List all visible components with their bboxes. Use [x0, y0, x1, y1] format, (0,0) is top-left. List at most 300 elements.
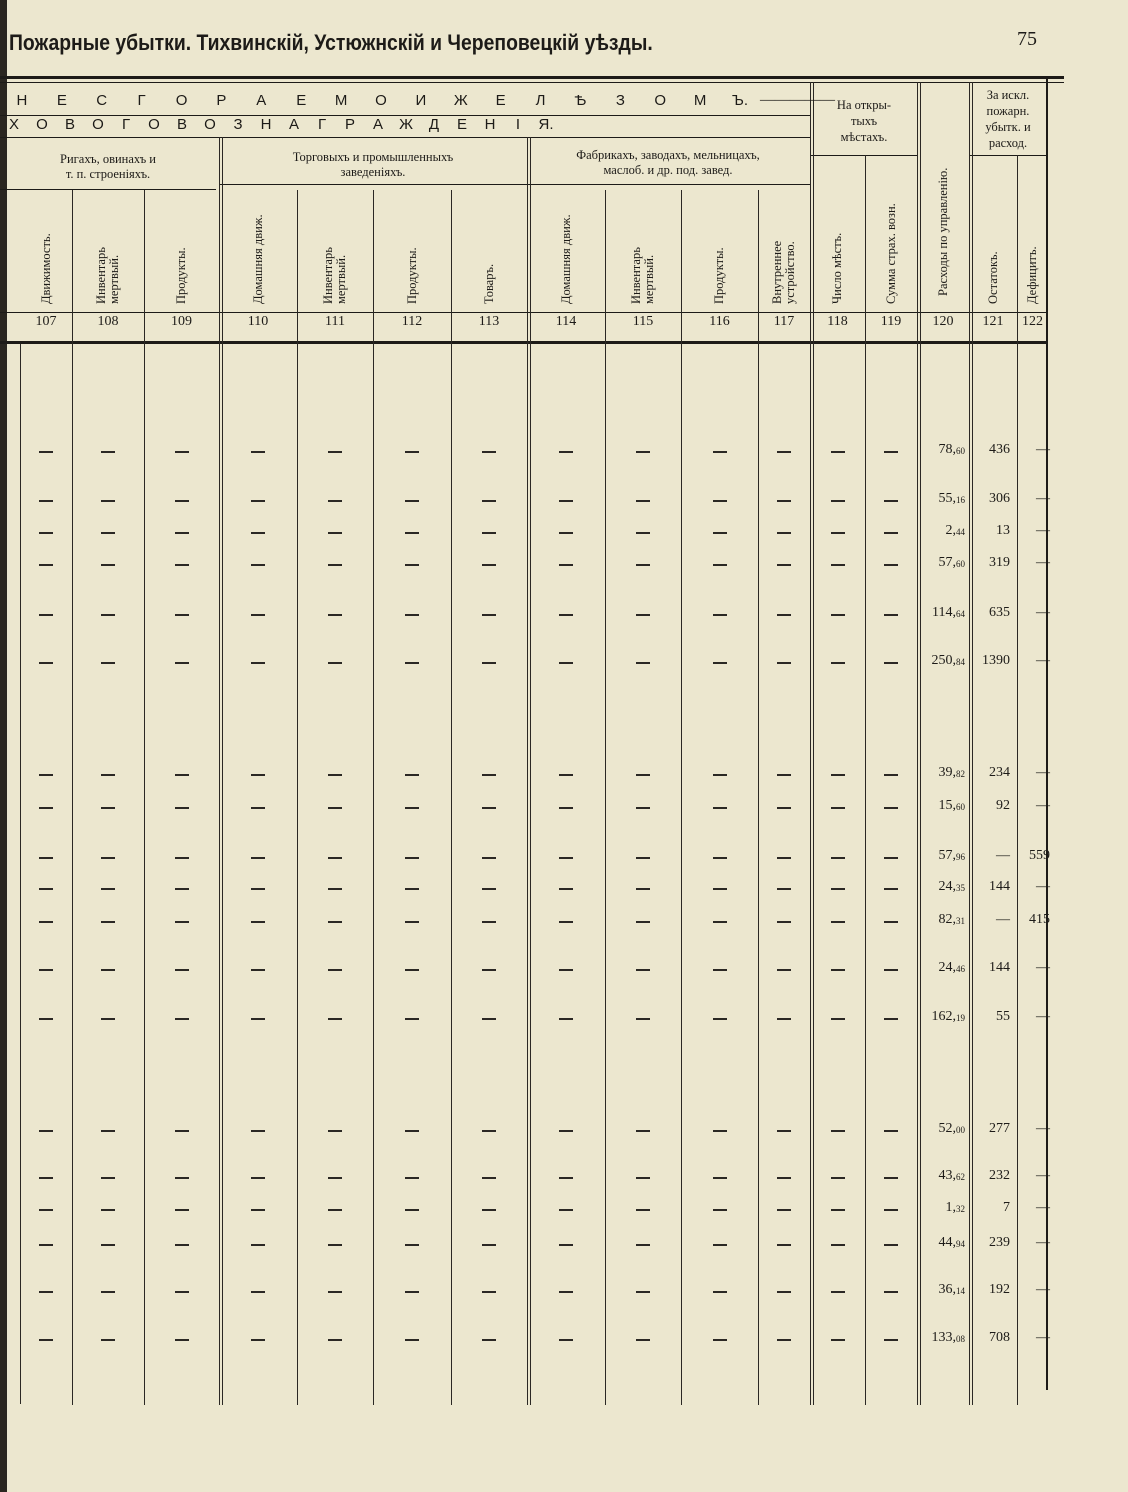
cell-rashody: [918, 1330, 965, 1346]
dash-mark: [101, 807, 115, 809]
dash-mark: [636, 774, 650, 776]
dash-mark: [559, 500, 573, 502]
cell-dash: [881, 1123, 901, 1139]
column-number: 112: [401, 314, 423, 329]
dash-mark: [39, 921, 53, 923]
cell-dash: [774, 444, 794, 460]
cell-dash: [36, 850, 56, 866]
dash-mark: [39, 888, 53, 890]
cell-rashody: [918, 848, 965, 864]
dash-mark: [559, 807, 573, 809]
banner-dash: —————: [760, 92, 835, 108]
cell-dash: [248, 881, 268, 897]
dash-mark: [636, 969, 650, 971]
dash-mark: [251, 500, 265, 502]
cell-deficit: —: [1036, 1168, 1050, 1183]
cell-dash: [248, 800, 268, 816]
rashody-whole: 133,: [931, 1330, 956, 1345]
cell-dash: [479, 655, 499, 671]
dash-mark: [559, 774, 573, 776]
dash-mark: [713, 564, 727, 566]
top-rule-thick: [0, 76, 1064, 79]
dash-mark: [482, 1130, 496, 1132]
dash-mark: [175, 500, 189, 502]
cell-dash: [828, 1123, 848, 1139]
dash-mark: [884, 1177, 898, 1179]
dash-mark: [884, 1244, 898, 1246]
cell-dash: [325, 557, 345, 573]
cell-dash: [402, 525, 422, 541]
dash-mark: [328, 1018, 342, 1020]
rashody-fraction: 60: [956, 446, 965, 456]
dash-mark: [777, 807, 791, 809]
dash-mark: [713, 1209, 727, 1211]
cell-dash: [479, 850, 499, 866]
cell-dash: [828, 444, 848, 460]
cell-ostatok: 708: [989, 1330, 1010, 1345]
dash-mark: [101, 1339, 115, 1341]
dash-mark: [884, 1291, 898, 1293]
banner-letter: С: [96, 92, 108, 109]
banner2-letter: Я.: [538, 116, 554, 133]
cell-dash: [402, 1284, 422, 1300]
dash-mark: [175, 614, 189, 616]
banner2-letter: В: [176, 116, 187, 133]
dash-mark: [884, 807, 898, 809]
cell-dash: [98, 850, 118, 866]
banner2-letter: Х: [8, 116, 19, 133]
column-label: [831, 233, 844, 304]
dash-mark: [713, 1130, 727, 1132]
column-rule: [20, 344, 21, 1404]
cell-dash: [98, 557, 118, 573]
dash-mark: [636, 1244, 650, 1246]
cell-dash: [479, 1170, 499, 1186]
cell-dash: [633, 962, 653, 978]
cell-dash: [556, 914, 576, 930]
cell-dash: [402, 1202, 422, 1218]
cell-dash: [556, 850, 576, 866]
dash-mark: [831, 662, 845, 664]
rashody-fraction: 60: [956, 802, 965, 812]
cell-dash: [402, 557, 422, 573]
dash-mark: [39, 662, 53, 664]
cell-dash: [633, 557, 653, 573]
cell-dash: [325, 850, 345, 866]
cell-dash: [98, 1123, 118, 1139]
dash-mark: [405, 774, 419, 776]
column-label-line: Инвентарь: [321, 247, 335, 304]
dash-mark: [559, 451, 573, 453]
cell-dash: [556, 962, 576, 978]
dash-mark: [39, 500, 53, 502]
cell-dash: [556, 1332, 576, 1348]
cell-dash: [325, 1284, 345, 1300]
dash-mark: [831, 1018, 845, 1020]
cell-dash: [633, 850, 653, 866]
cell-dash: [774, 1170, 794, 1186]
cell-dash: [556, 881, 576, 897]
dash-mark: [713, 774, 727, 776]
cell-dash: [402, 493, 422, 509]
dash-mark: [559, 662, 573, 664]
cell-dash: [881, 493, 901, 509]
dash-mark: [251, 1018, 265, 1020]
dash-mark: [251, 969, 265, 971]
banner-letter: Е: [495, 92, 506, 109]
table-right-border: [1046, 78, 1048, 1390]
cell-dash: [556, 444, 576, 460]
header-bottom-rule: [0, 341, 1048, 344]
cell-rashody: [918, 879, 965, 895]
column-label: [630, 247, 656, 304]
cell-dash: [774, 557, 794, 573]
cell-dash: [98, 493, 118, 509]
cell-dash: [479, 767, 499, 783]
cell-dash: [248, 607, 268, 623]
dash-mark: [175, 1244, 189, 1246]
cell-dash: [479, 881, 499, 897]
cell-dash: [881, 962, 901, 978]
dash-mark: [713, 500, 727, 502]
cell-dash: [36, 1170, 56, 1186]
dash-mark: [636, 857, 650, 859]
cell-dash: [248, 850, 268, 866]
dash-mark: [175, 1177, 189, 1179]
cell-dash: [98, 1202, 118, 1218]
dash-mark: [777, 662, 791, 664]
cell-dash: [710, 525, 730, 541]
cell-dash: [325, 444, 345, 460]
cell-dash: [710, 493, 730, 509]
cell-dash: [774, 850, 794, 866]
page-title: Пожарные убытки. Тихвинскій, Устюжнскій и Череповецкій уѣзды.: [9, 30, 653, 55]
dash-mark: [175, 1209, 189, 1211]
cell-dash: [402, 881, 422, 897]
cell-dash: [172, 881, 192, 897]
cell-dash: [633, 1332, 653, 1348]
cell-dash: [325, 1237, 345, 1253]
cell-dash: [172, 1284, 192, 1300]
cell-dash: [98, 767, 118, 783]
cell-dash: [248, 1170, 268, 1186]
dash-mark: [39, 532, 53, 534]
dash-mark: [884, 500, 898, 502]
cell-dash: [881, 800, 901, 816]
cell-deficit: —: [1036, 879, 1050, 894]
dash-mark: [328, 1244, 342, 1246]
cell-ostatok: —: [996, 912, 1010, 927]
dash-mark: [328, 564, 342, 566]
cell-dash: [828, 1237, 848, 1253]
column-label-line: Расходы по управленію.: [935, 167, 950, 296]
cell-dash: [248, 1011, 268, 1027]
banner2-letter: Г: [317, 116, 327, 133]
dash-mark: [101, 1130, 115, 1132]
cell-dash: [828, 557, 848, 573]
dash-mark: [777, 1291, 791, 1293]
cell-dash: [881, 1011, 901, 1027]
dash-mark: [884, 564, 898, 566]
cell-dash: [710, 444, 730, 460]
group-header-fabr: Фабрикахъ, заводахъ, мельницахъ,: [576, 148, 760, 162]
cell-dash: [248, 1123, 268, 1139]
cell-dash: [325, 1123, 345, 1139]
banner-letter: О: [175, 92, 188, 109]
dash-mark: [777, 921, 791, 923]
banner2-letter: І: [515, 116, 521, 133]
dash-mark: [559, 1209, 573, 1211]
cell-dash: [556, 1170, 576, 1186]
cell-dash: [248, 962, 268, 978]
rashody-fraction: 00: [956, 1125, 965, 1135]
dash-mark: [101, 774, 115, 776]
dash-mark: [405, 564, 419, 566]
rashody-whole: 1,: [945, 1200, 956, 1215]
dash-mark: [251, 921, 265, 923]
cell-dash: [172, 1011, 192, 1027]
cell-dash: [774, 881, 794, 897]
dash-mark: [251, 564, 265, 566]
dash-mark: [39, 564, 53, 566]
dash-mark: [175, 888, 189, 890]
rashody-whole: 57,: [938, 848, 956, 863]
dash-mark: [175, 921, 189, 923]
dash-mark: [831, 969, 845, 971]
cell-dash: [98, 607, 118, 623]
cell-dash: [325, 1202, 345, 1218]
group-header-open: тыхъ: [850, 114, 878, 128]
dash-mark: [713, 888, 727, 890]
dash-mark: [636, 1130, 650, 1132]
banner-letter: М: [693, 92, 707, 109]
cell-dash: [36, 1123, 56, 1139]
dash-mark: [831, 614, 845, 616]
cell-ostatok: 144: [989, 879, 1010, 894]
column-number: 111: [325, 314, 345, 329]
banner2-letter: О: [36, 116, 48, 133]
rashody-fraction: 31: [956, 916, 965, 926]
cell-dash: [172, 962, 192, 978]
column-number: 110: [247, 314, 269, 329]
cell-deficit: 559: [1029, 848, 1050, 863]
dash-mark: [777, 564, 791, 566]
cell-dash: [710, 850, 730, 866]
dash-mark: [251, 857, 265, 859]
cell-dash: [633, 881, 653, 897]
cell-dash: [36, 493, 56, 509]
dash-mark: [636, 614, 650, 616]
cell-dash: [710, 1284, 730, 1300]
dash-mark: [636, 532, 650, 534]
dash-mark: [175, 1130, 189, 1132]
dash-mark: [405, 1244, 419, 1246]
dash-mark: [884, 1018, 898, 1020]
cell-dash: [556, 1123, 576, 1139]
rashody-whole: 114,: [932, 605, 956, 620]
column-label-line: Остатокъ.: [985, 251, 1000, 304]
cell-dash: [556, 525, 576, 541]
cell-dash: [402, 1332, 422, 1348]
dash-mark: [884, 532, 898, 534]
cell-dash: [172, 1237, 192, 1253]
dash-mark: [405, 1209, 419, 1211]
cell-ostatok: 436: [989, 442, 1010, 457]
banner2-letter: О: [204, 116, 216, 133]
dash-mark: [777, 1177, 791, 1179]
dash-mark: [636, 1291, 650, 1293]
cell-dash: [479, 1011, 499, 1027]
column-rule: [144, 190, 145, 1405]
dash-mark: [713, 1177, 727, 1179]
cell-dash: [633, 1123, 653, 1139]
cell-dash: [710, 1170, 730, 1186]
dash-mark: [884, 857, 898, 859]
cell-dash: [325, 607, 345, 623]
cell-dash: [556, 1202, 576, 1218]
cell-dash: [402, 607, 422, 623]
cell-dash: [774, 1237, 794, 1253]
dash-mark: [101, 500, 115, 502]
cell-dash: [172, 1123, 192, 1139]
column-label-line: Движимость.: [38, 233, 53, 304]
dash-mark: [831, 774, 845, 776]
column-label-line: Дефицитъ.: [1025, 246, 1039, 304]
cell-dash: [98, 881, 118, 897]
dash-mark: [101, 969, 115, 971]
cell-dash: [828, 767, 848, 783]
dash-mark: [777, 857, 791, 859]
dash-mark: [884, 1130, 898, 1132]
column-label-line: Инвентарь: [629, 247, 643, 304]
cell-dash: [172, 444, 192, 460]
dash-mark: [405, 1177, 419, 1179]
cell-dash: [774, 962, 794, 978]
dash-mark: [328, 857, 342, 859]
column-label-line: мертвый.: [642, 254, 656, 304]
cell-dash: [556, 800, 576, 816]
dash-mark: [328, 451, 342, 453]
cell-rashody: [918, 605, 965, 621]
column-label-line: мертвый.: [334, 254, 348, 304]
cell-dash: [633, 607, 653, 623]
cell-dash: [36, 607, 56, 623]
cell-dash: [98, 800, 118, 816]
cell-rashody: [918, 1121, 965, 1137]
dash-mark: [831, 564, 845, 566]
cell-dash: [710, 655, 730, 671]
cell-dash: [36, 914, 56, 930]
cell-dash: [248, 767, 268, 783]
dash-mark: [482, 1209, 496, 1211]
banner-letter: Е: [296, 92, 307, 109]
cell-dash: [710, 557, 730, 573]
cell-dash: [98, 962, 118, 978]
dash-mark: [636, 1018, 650, 1020]
cell-rashody: [918, 765, 965, 781]
dash-mark: [405, 532, 419, 534]
rashody-fraction: 82: [956, 769, 965, 779]
cell-dash: [710, 1237, 730, 1253]
dash-mark: [777, 1339, 791, 1341]
dash-mark: [101, 451, 115, 453]
group-header-open: мѣстахъ.: [840, 130, 888, 144]
cell-dash: [710, 607, 730, 623]
cell-dash: [774, 655, 794, 671]
cell-ostatok: 13: [996, 523, 1010, 538]
column-number: 115: [632, 314, 654, 329]
column-label: [1026, 246, 1039, 304]
column-rule: [72, 190, 73, 1405]
cell-dash: [172, 767, 192, 783]
dash-mark: [559, 921, 573, 923]
cell-dash: [98, 444, 118, 460]
cell-dash: [710, 1123, 730, 1139]
cell-dash: [881, 525, 901, 541]
cell-dash: [710, 914, 730, 930]
dash-mark: [328, 888, 342, 890]
cell-dash: [36, 557, 56, 573]
cell-dash: [774, 525, 794, 541]
dash-mark: [39, 614, 53, 616]
rashody-whole: 55,: [938, 491, 956, 506]
dash-mark: [559, 888, 573, 890]
dash-mark: [101, 857, 115, 859]
column-number: 120: [932, 314, 954, 329]
dash-mark: [405, 1291, 419, 1293]
dash-mark: [39, 1339, 53, 1341]
cell-dash: [98, 1237, 118, 1253]
dash-mark: [559, 1130, 573, 1132]
rashody-whole: 82,: [938, 912, 956, 927]
dash-mark: [884, 969, 898, 971]
cell-dash: [774, 800, 794, 816]
column-label-line: Сумма страх. возн.: [883, 203, 898, 304]
cell-dash: [172, 800, 192, 816]
banner-letter: Ж: [453, 92, 468, 109]
group-header-excl: За искл.: [986, 88, 1030, 102]
cell-dash: [556, 1011, 576, 1027]
cell-deficit: —: [1036, 798, 1050, 813]
top-rule-thin: [0, 82, 1064, 83]
dash-mark: [777, 1244, 791, 1246]
dash-mark: [175, 969, 189, 971]
cell-ostatok: 319: [989, 555, 1010, 570]
cell-dash: [633, 525, 653, 541]
group-header-rigakh: Ригахъ, овинахъ и: [60, 152, 156, 166]
dash-mark: [713, 451, 727, 453]
cell-dash: [325, 493, 345, 509]
dash-mark: [328, 662, 342, 664]
cell-dash: [881, 850, 901, 866]
cell-dash: [633, 1284, 653, 1300]
cell-dash: [828, 525, 848, 541]
dash-mark: [482, 532, 496, 534]
dash-mark: [175, 662, 189, 664]
banner2-letter: А: [372, 116, 383, 133]
banner-letter: О: [654, 92, 667, 109]
cell-dash: [828, 607, 848, 623]
cell-dash: [633, 767, 653, 783]
dash-mark: [405, 921, 419, 923]
dash-mark: [482, 807, 496, 809]
column-rule: [219, 137, 220, 1405]
dash-mark: [482, 1018, 496, 1020]
banner-letter: Н: [16, 92, 28, 109]
dash-mark: [101, 662, 115, 664]
dash-mark: [101, 1244, 115, 1246]
dash-mark: [777, 500, 791, 502]
